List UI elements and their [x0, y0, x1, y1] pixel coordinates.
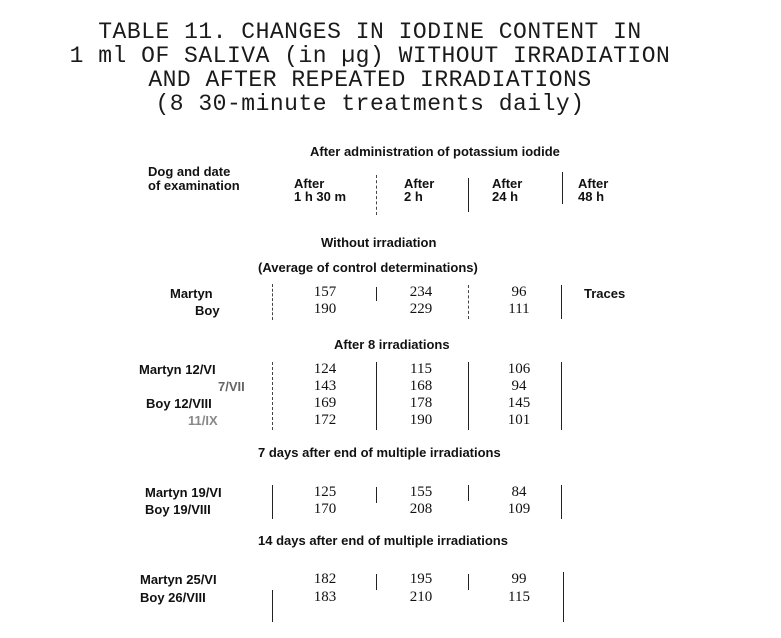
- row-label: Boy: [195, 303, 220, 318]
- row-label: Martyn 25/VI: [140, 572, 217, 587]
- cell-value: 143: [313, 378, 337, 394]
- cell-value: 208: [409, 501, 433, 517]
- row-label: Martyn 19/VI: [145, 485, 222, 500]
- s2-divider-0: [272, 485, 273, 519]
- title-line-3: AND AFTER REPEATED IRRADIATIONS: [148, 67, 592, 93]
- span-header: After administration of potassium iodide: [310, 144, 560, 159]
- cell-value: 96: [511, 284, 527, 300]
- cell-value: 183: [313, 589, 337, 605]
- cell-value: 125: [313, 484, 337, 500]
- cell-value: 170: [313, 501, 337, 517]
- row-label-line-2: of examination: [148, 178, 240, 193]
- s0-divider-1: [376, 287, 377, 301]
- cell-value: 99: [511, 571, 527, 587]
- row-label-line-1: Dog and date: [148, 164, 231, 179]
- cell-value: 115: [410, 361, 432, 377]
- row-label: Boy 12/VIII: [146, 396, 212, 411]
- cell-value: 106: [507, 361, 531, 377]
- section-heading-without-irradiation: Without irradiation: [321, 235, 437, 250]
- cell-value: 178: [409, 395, 433, 411]
- row-label: 7/VII: [218, 379, 245, 394]
- col4-line-1: After: [578, 176, 609, 191]
- title-line-1: TABLE 11. CHANGES IN IODINE CONTENT IN: [98, 19, 642, 45]
- col1-line-2: 1 h 30 m: [294, 189, 347, 204]
- title-line-4: (8 30-minute treatments daily): [155, 91, 585, 117]
- col4-line-2: 48 h: [578, 189, 605, 204]
- s3-divider-1: [376, 574, 377, 590]
- s1-divider-3: [561, 362, 562, 430]
- s2-divider-1: [376, 487, 377, 503]
- s1-divider-0: [272, 362, 273, 430]
- row-label: Boy 26/VIII: [140, 590, 206, 605]
- s0-divider-0: [272, 284, 273, 320]
- cell-value: 172: [313, 412, 337, 428]
- cell-value: 190: [409, 412, 433, 428]
- header-divider-1: [376, 175, 377, 215]
- cell-value: 115: [508, 589, 530, 605]
- s1-divider-1: [376, 362, 377, 430]
- cell-value: 94: [511, 378, 527, 394]
- s2-divider-3: [561, 485, 562, 519]
- title-line-2: 1 ml OF SALIVA (in µg) WITHOUT IRRADIATION: [69, 43, 671, 69]
- row-label-header: [148, 165, 240, 193]
- col-header-1h30m: [294, 177, 346, 203]
- row-label: 11/IX: [188, 413, 218, 428]
- col2-line-2: 2 h: [404, 189, 423, 204]
- s3-divider-2: [468, 574, 469, 590]
- cell-value: 155: [409, 484, 433, 500]
- header-divider-3: [562, 172, 563, 204]
- section-heading-14-days: 14 days after end of multiple irradiations: [258, 533, 508, 548]
- row-label: Boy 19/VIII: [145, 502, 211, 517]
- cell-value: 124: [313, 361, 337, 377]
- col-header-24h: [492, 177, 522, 203]
- cell-value: 195: [409, 571, 433, 587]
- col-header-48h: [578, 177, 608, 203]
- s1-divider-2: [468, 362, 469, 430]
- cell-value: 84: [511, 484, 527, 500]
- s0-divider-3: [561, 285, 562, 319]
- row-label: Martyn 12/VI: [139, 362, 216, 377]
- col2-line-1: After: [404, 176, 435, 191]
- cell-value: 190: [313, 301, 337, 317]
- col3-line-2: 24 h: [492, 189, 519, 204]
- cell-value: 210: [409, 589, 433, 605]
- row-label: Martyn: [170, 286, 213, 301]
- cell-value-traces: Traces: [584, 286, 626, 301]
- cell-value: 182: [313, 571, 337, 587]
- col3-line-1: After: [492, 176, 523, 191]
- cell-value: 234: [409, 284, 433, 300]
- cell-value: 145: [507, 395, 531, 411]
- cell-value: 109: [507, 501, 531, 517]
- section-heading-after-8-irradiations: After 8 irradiations: [334, 337, 450, 352]
- cell-value: 101: [507, 412, 531, 428]
- cell-value: 111: [508, 301, 530, 317]
- cell-value: 229: [409, 301, 433, 317]
- table-title: [0, 20, 740, 116]
- cell-value: 169: [313, 395, 337, 411]
- s0-divider-2: [468, 285, 469, 319]
- cell-value: 157: [313, 284, 337, 300]
- col-header-2h: [404, 177, 434, 203]
- s3-divider-0: [272, 590, 273, 622]
- header-divider-2: [468, 178, 469, 212]
- cell-value: 168: [409, 378, 433, 394]
- s2-divider-2: [468, 485, 469, 501]
- section-subheading-control: (Average of control determinations): [258, 260, 478, 275]
- col1-line-1: After: [294, 176, 325, 191]
- s3-divider-3: [563, 572, 564, 622]
- section-heading-7-days: 7 days after end of multiple irradiations: [258, 445, 501, 460]
